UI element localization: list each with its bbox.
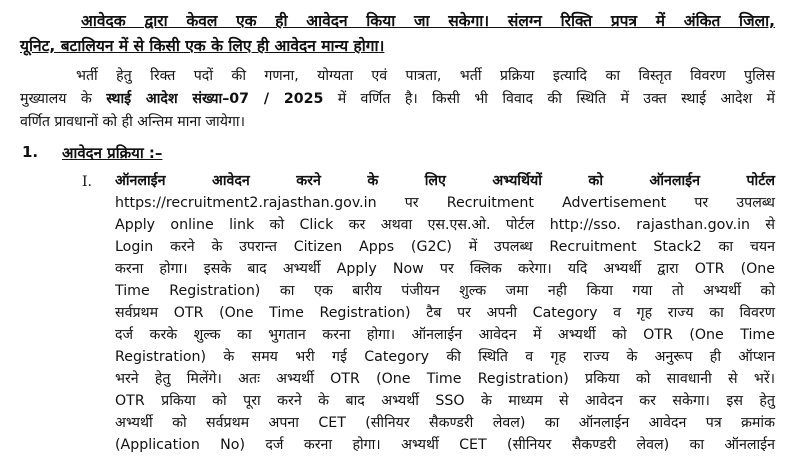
item-line: OTR प्रकिया को पूरा करने के बाद अभ्यर्थी SSO के माध्यम से आवेदन कर सकेगा। इस हेतु [115, 393, 775, 409]
intro-line-2-post: में वर्णित है। किसी भी विवाद की स्थिति में उक्त स्थाई आदेश में [323, 91, 776, 107]
intro-line-1: भर्ती हेतु रिक्त पदों की गणना, योग्यता एवं पात्रता, भर्ती प्रक्रिया इत्यादि का विस्तृत विवरण पुलिस [76, 68, 775, 84]
item-line: ऑनलाईन आवेदन करने के लिए अभ्यर्थियों को ऑनलाईन पोर्टल [115, 173, 775, 189]
standing-order-number: स्थाई आदेश संख्या–07 / 2025 [106, 91, 324, 107]
header-line-1: आवेदक द्वारा केवल एक ही आवेदन किया जा सकेगा। संलग्न रिक्ति प्रपत्र में अंकित जिला, [81, 12, 775, 30]
item-line: Registration) के समय भरी गई Category की स्थिति व गृह राज्य के अनुरूप ही ऑप्शन [115, 349, 775, 365]
item-line: भरने हेतु मिलेंगे। अतः अभ्यर्थी OTR (One Time Registration) प्रकिया को सावधानी से भरें। [115, 371, 775, 387]
intro-line-2 [20, 88, 775, 110]
header-line-2: यूनिट, बटालियन में से किसी एक के लिए ही आवेदन मान्य होगा। [20, 37, 385, 55]
item-line: Login करने के उपरान्त Citizen Apps (G2C) में उपलब्ध Recruitment Stack2 का चयन [115, 239, 775, 255]
item-marker: I. [82, 174, 92, 190]
intro-line-3: वर्णित प्रावधानों को ही अन्तिम माना जायेगा। [20, 114, 245, 130]
item-line: https://recruitment2.rajasthan.gov.in पर Recruitment Advertisement पर उपलब्ध [115, 195, 775, 211]
section-title: आवेदन प्रक्रिया :– [62, 144, 163, 162]
item-line: दर्ज करके शुल्क का भुगतान करना होगा। ऑनलाईन आवेदन में अभ्यर्थी को OTR (One Time [115, 327, 775, 343]
item-line: अभ्यर्थी को सर्वप्रथम अपना CET (सीनियर सैकण्डरी लेवल) का ऑनलाईन आवेदन पत्र क्रमांक [115, 415, 775, 431]
item-line: सर्वप्रथम OTR (One Time Registration) टैब पर अपनी Category व गृह राज्य का विवरण [115, 305, 775, 321]
section-number: 1. [22, 143, 39, 161]
intro-line-2-pre: मुख्यालय के [20, 91, 107, 107]
item-line: करना होगा। इसके बाद अभ्यर्थी Apply Now पर क्लिक करेगा। यदि अभ्यर्थी द्वारा OTR (One [115, 261, 775, 277]
item-line: Apply online link को Click कर अथवा एस.एस.ओ. पोर्टल http://sso. rajasthan.gov.in से [115, 217, 775, 233]
item-line: Time Registration) का एक बारीय पंजीयन शुल्क जमा नही किया गया तो अभ्यर्थी को [115, 283, 775, 299]
item-line: (Application No) दर्ज करना होगा। अभ्यर्थी CET (सीनियर सैकण्डरी लेवल) का ऑनलाईन [115, 437, 775, 453]
